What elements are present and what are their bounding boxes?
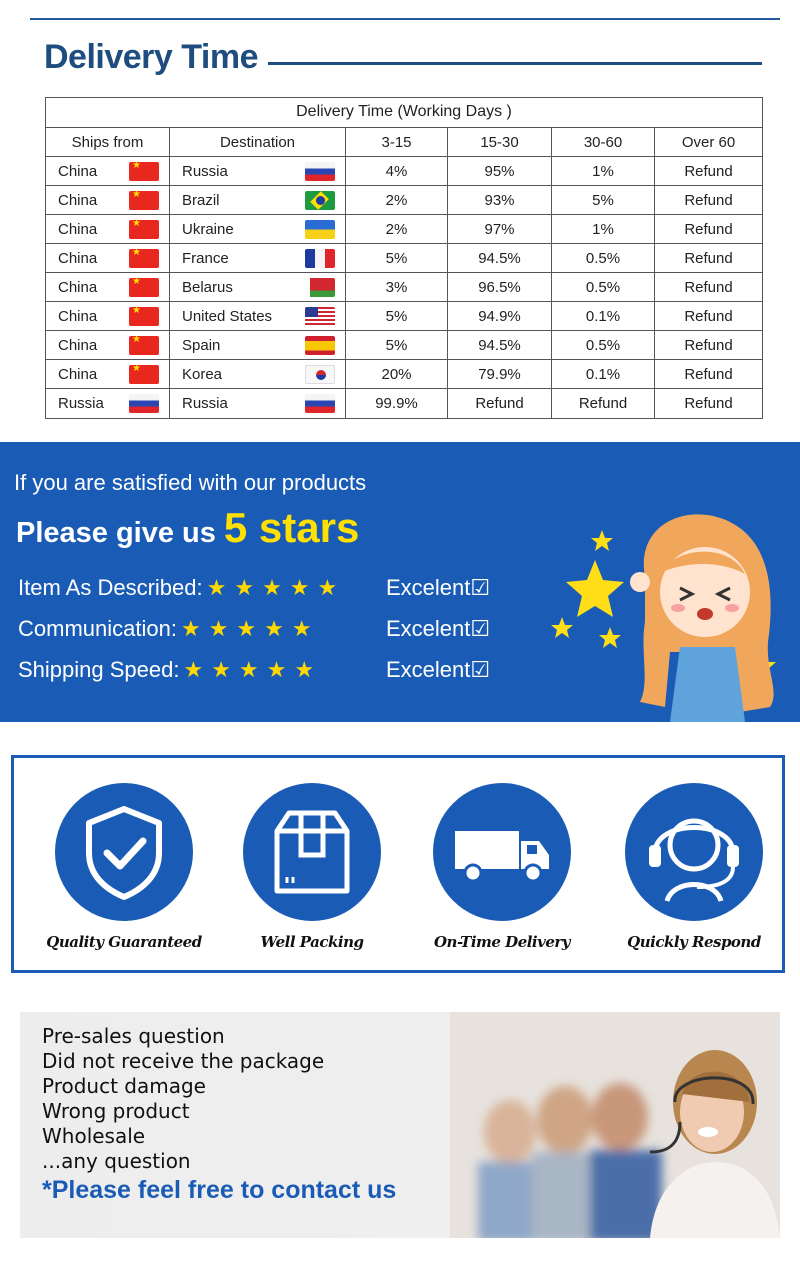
cell-over-60: Refund: [684, 249, 733, 267]
china-flag-icon: [129, 220, 159, 239]
give-stars-text: [16, 504, 359, 552]
rating-banner: [0, 442, 800, 722]
cell-over-60: Refund: [684, 191, 733, 209]
service-label: Quickly Respond: [627, 933, 761, 951]
china-flag-icon: [129, 365, 159, 384]
table-row: [46, 273, 762, 302]
cell-30-60: 5%: [552, 186, 655, 214]
destination-cell: [170, 215, 346, 243]
china-flag-icon: [129, 162, 159, 181]
destination-country: United States: [182, 307, 273, 325]
ships-from-country: China: [58, 336, 98, 354]
destination-country: Spain: [182, 336, 221, 354]
col-30-60: 30-60: [552, 128, 655, 156]
ships-from-country: China: [58, 365, 98, 383]
ships-from-cell: [46, 389, 170, 418]
contact-us-cta: *Please feel free to contact us: [42, 1176, 397, 1204]
ships-from-country: Russia: [58, 395, 104, 412]
rating-label: Item As Described:: [18, 575, 203, 600]
service-label: On-Time Delivery: [433, 933, 571, 951]
table-row: [46, 215, 762, 244]
cell-15-30: 96.5%: [448, 273, 552, 301]
russia-flag-icon: [305, 162, 335, 181]
cell-30-60: 0.1%: [552, 302, 655, 330]
rating-value: Excelent☑: [386, 575, 491, 600]
rating-label: Communication:: [18, 616, 177, 641]
destination-country: France: [182, 249, 229, 267]
table-header-row: [46, 128, 762, 157]
cell-30-60: 1%: [552, 215, 655, 243]
table-row: [46, 186, 762, 215]
ships-from-country: China: [58, 307, 98, 325]
cell-15-30: 94.5%: [448, 244, 552, 272]
cell-3-15: 5%: [346, 331, 448, 359]
cell-15-30: 94.5%: [448, 331, 552, 359]
ships-from-cell: [46, 302, 170, 330]
service-delivery: [422, 783, 582, 951]
brazil-flag-icon: [305, 191, 335, 210]
rating-label: Shipping Speed:: [18, 657, 180, 682]
cell-3-15: 2%: [346, 186, 448, 214]
destination-cell: [170, 389, 346, 418]
service-label: Well Packing: [260, 933, 364, 951]
service-respond: [614, 783, 774, 951]
russia-flag-icon: [129, 394, 159, 413]
heading-underline: [268, 62, 762, 65]
service-quality: [44, 783, 204, 951]
list-item: ...any question: [42, 1149, 191, 1173]
cell-over-60: Refund: [684, 336, 733, 354]
destination-country: Korea: [182, 365, 223, 383]
star-rating-icon: ★★★★★: [183, 657, 323, 682]
contact-section: [20, 1012, 780, 1238]
col-3-15: 3-15: [346, 128, 448, 156]
service-packing: [232, 783, 392, 951]
cell-3-15: 99.9%: [346, 389, 448, 418]
ships-from-cell: [46, 186, 170, 214]
cell-30-60: 0.5%: [552, 331, 655, 359]
package-box-icon: [243, 783, 381, 921]
cell-3-15: 5%: [346, 302, 448, 330]
destination-cell: [170, 273, 346, 301]
contact-topics-list: [42, 1024, 324, 1174]
ships-from-country: China: [58, 249, 98, 267]
cell-over-60: Refund: [684, 307, 733, 325]
cell-over-60: Refund: [684, 278, 733, 296]
spain-flag-icon: [305, 336, 335, 355]
rating-value: Excelent☑: [386, 657, 491, 682]
cell-3-15: 2%: [346, 215, 448, 243]
customer-service-photo: [450, 1012, 780, 1238]
cell-over-60: Refund: [684, 395, 733, 412]
cartoon-girl-illustration: [540, 502, 800, 722]
cell-15-30: 94.9%: [448, 302, 552, 330]
destination-country: Russia: [182, 395, 228, 412]
cell-30-60: 1%: [552, 157, 655, 185]
rating-value: Excelent☑: [386, 616, 491, 641]
list-item: Wrong product: [42, 1099, 190, 1123]
rating-row: [18, 616, 491, 642]
cell-30-60: 0.1%: [552, 360, 655, 388]
china-flag-icon: [129, 191, 159, 210]
korea-flag-icon: [305, 365, 335, 384]
ships-from-cell: [46, 360, 170, 388]
col-destination: Destination: [170, 128, 346, 156]
cell-30-60: 0.5%: [552, 273, 655, 301]
russia-flag-icon: [305, 394, 335, 413]
list-item: Pre-sales question: [42, 1024, 225, 1048]
china-flag-icon: [129, 249, 159, 268]
belarus-flag-icon: [305, 278, 335, 297]
destination-country: Brazil: [182, 191, 220, 209]
china-flag-icon: [129, 307, 159, 326]
ships-from-cell: [46, 331, 170, 359]
list-item: Did not receive the package: [42, 1049, 325, 1073]
cell-15-30: Refund: [448, 389, 552, 418]
table-row: [46, 244, 762, 273]
rating-row: [18, 575, 491, 601]
destination-country: Ukraine: [182, 220, 234, 238]
destination-country: Russia: [182, 162, 228, 180]
service-features-panel: [11, 755, 785, 973]
rating-row: [18, 657, 491, 683]
cell-15-30: 95%: [448, 157, 552, 185]
table-row: [46, 389, 762, 418]
table-row: [46, 360, 762, 389]
ships-from-cell: [46, 244, 170, 272]
table-row: [46, 331, 762, 360]
destination-cell: [170, 186, 346, 214]
col-ships-from: Ships from: [46, 128, 170, 156]
delivery-truck-icon: [433, 783, 571, 921]
top-divider: [30, 18, 780, 20]
france-flag-icon: [305, 249, 335, 268]
ships-from-cell: [46, 157, 170, 185]
cell-3-15: 3%: [346, 273, 448, 301]
delivery-time-heading: Delivery Time: [44, 38, 259, 76]
ships-from-country: China: [58, 220, 98, 238]
cell-15-30: 93%: [448, 186, 552, 214]
delivery-time-table: [45, 97, 763, 419]
cell-3-15: 4%: [346, 157, 448, 185]
cell-30-60: Refund: [552, 389, 655, 418]
col-15-30: 15-30: [448, 128, 552, 156]
satisfied-text: If you are satisfied with our products: [14, 470, 367, 495]
star-rating-icon: ★★★★★: [206, 575, 346, 600]
five-stars-highlight: 5 stars: [223, 504, 360, 551]
destination-cell: [170, 244, 346, 272]
cell-3-15: 20%: [346, 360, 448, 388]
give-stars-prefix: Please give us: [16, 517, 216, 549]
col-over-60: Over 60: [681, 133, 736, 151]
destination-cell: [170, 331, 346, 359]
cell-over-60: Refund: [684, 365, 733, 383]
ukraine-flag-icon: [305, 220, 335, 239]
destination-cell: [170, 360, 346, 388]
table-row: [46, 157, 762, 186]
service-label: Quality Guaranteed: [46, 933, 202, 951]
cell-over-60: Refund: [684, 162, 733, 180]
list-item: Wholesale: [42, 1124, 146, 1148]
destination-cell: [170, 302, 346, 330]
table-row: [46, 302, 762, 331]
ships-from-cell: [46, 273, 170, 301]
ships-from-country: China: [58, 162, 98, 180]
ships-from-country: China: [58, 191, 98, 209]
china-flag-icon: [129, 336, 159, 355]
cell-3-15: 5%: [346, 244, 448, 272]
list-item: Product damage: [42, 1074, 206, 1098]
ships-from-cell: [46, 215, 170, 243]
star-rating-icon: ★★★★★: [180, 616, 320, 641]
headset-support-icon: [625, 783, 763, 921]
usa-flag-icon: [305, 307, 335, 326]
cell-15-30: 97%: [448, 215, 552, 243]
ships-from-country: China: [58, 278, 98, 296]
cell-15-30: 79.9%: [448, 360, 552, 388]
destination-country: Belarus: [182, 278, 233, 296]
table-title: Delivery Time (Working Days ): [46, 98, 762, 128]
shield-check-icon: [55, 783, 193, 921]
cell-30-60: 0.5%: [552, 244, 655, 272]
cell-over-60: Refund: [684, 220, 733, 238]
china-flag-icon: [129, 278, 159, 297]
destination-cell: [170, 157, 346, 185]
